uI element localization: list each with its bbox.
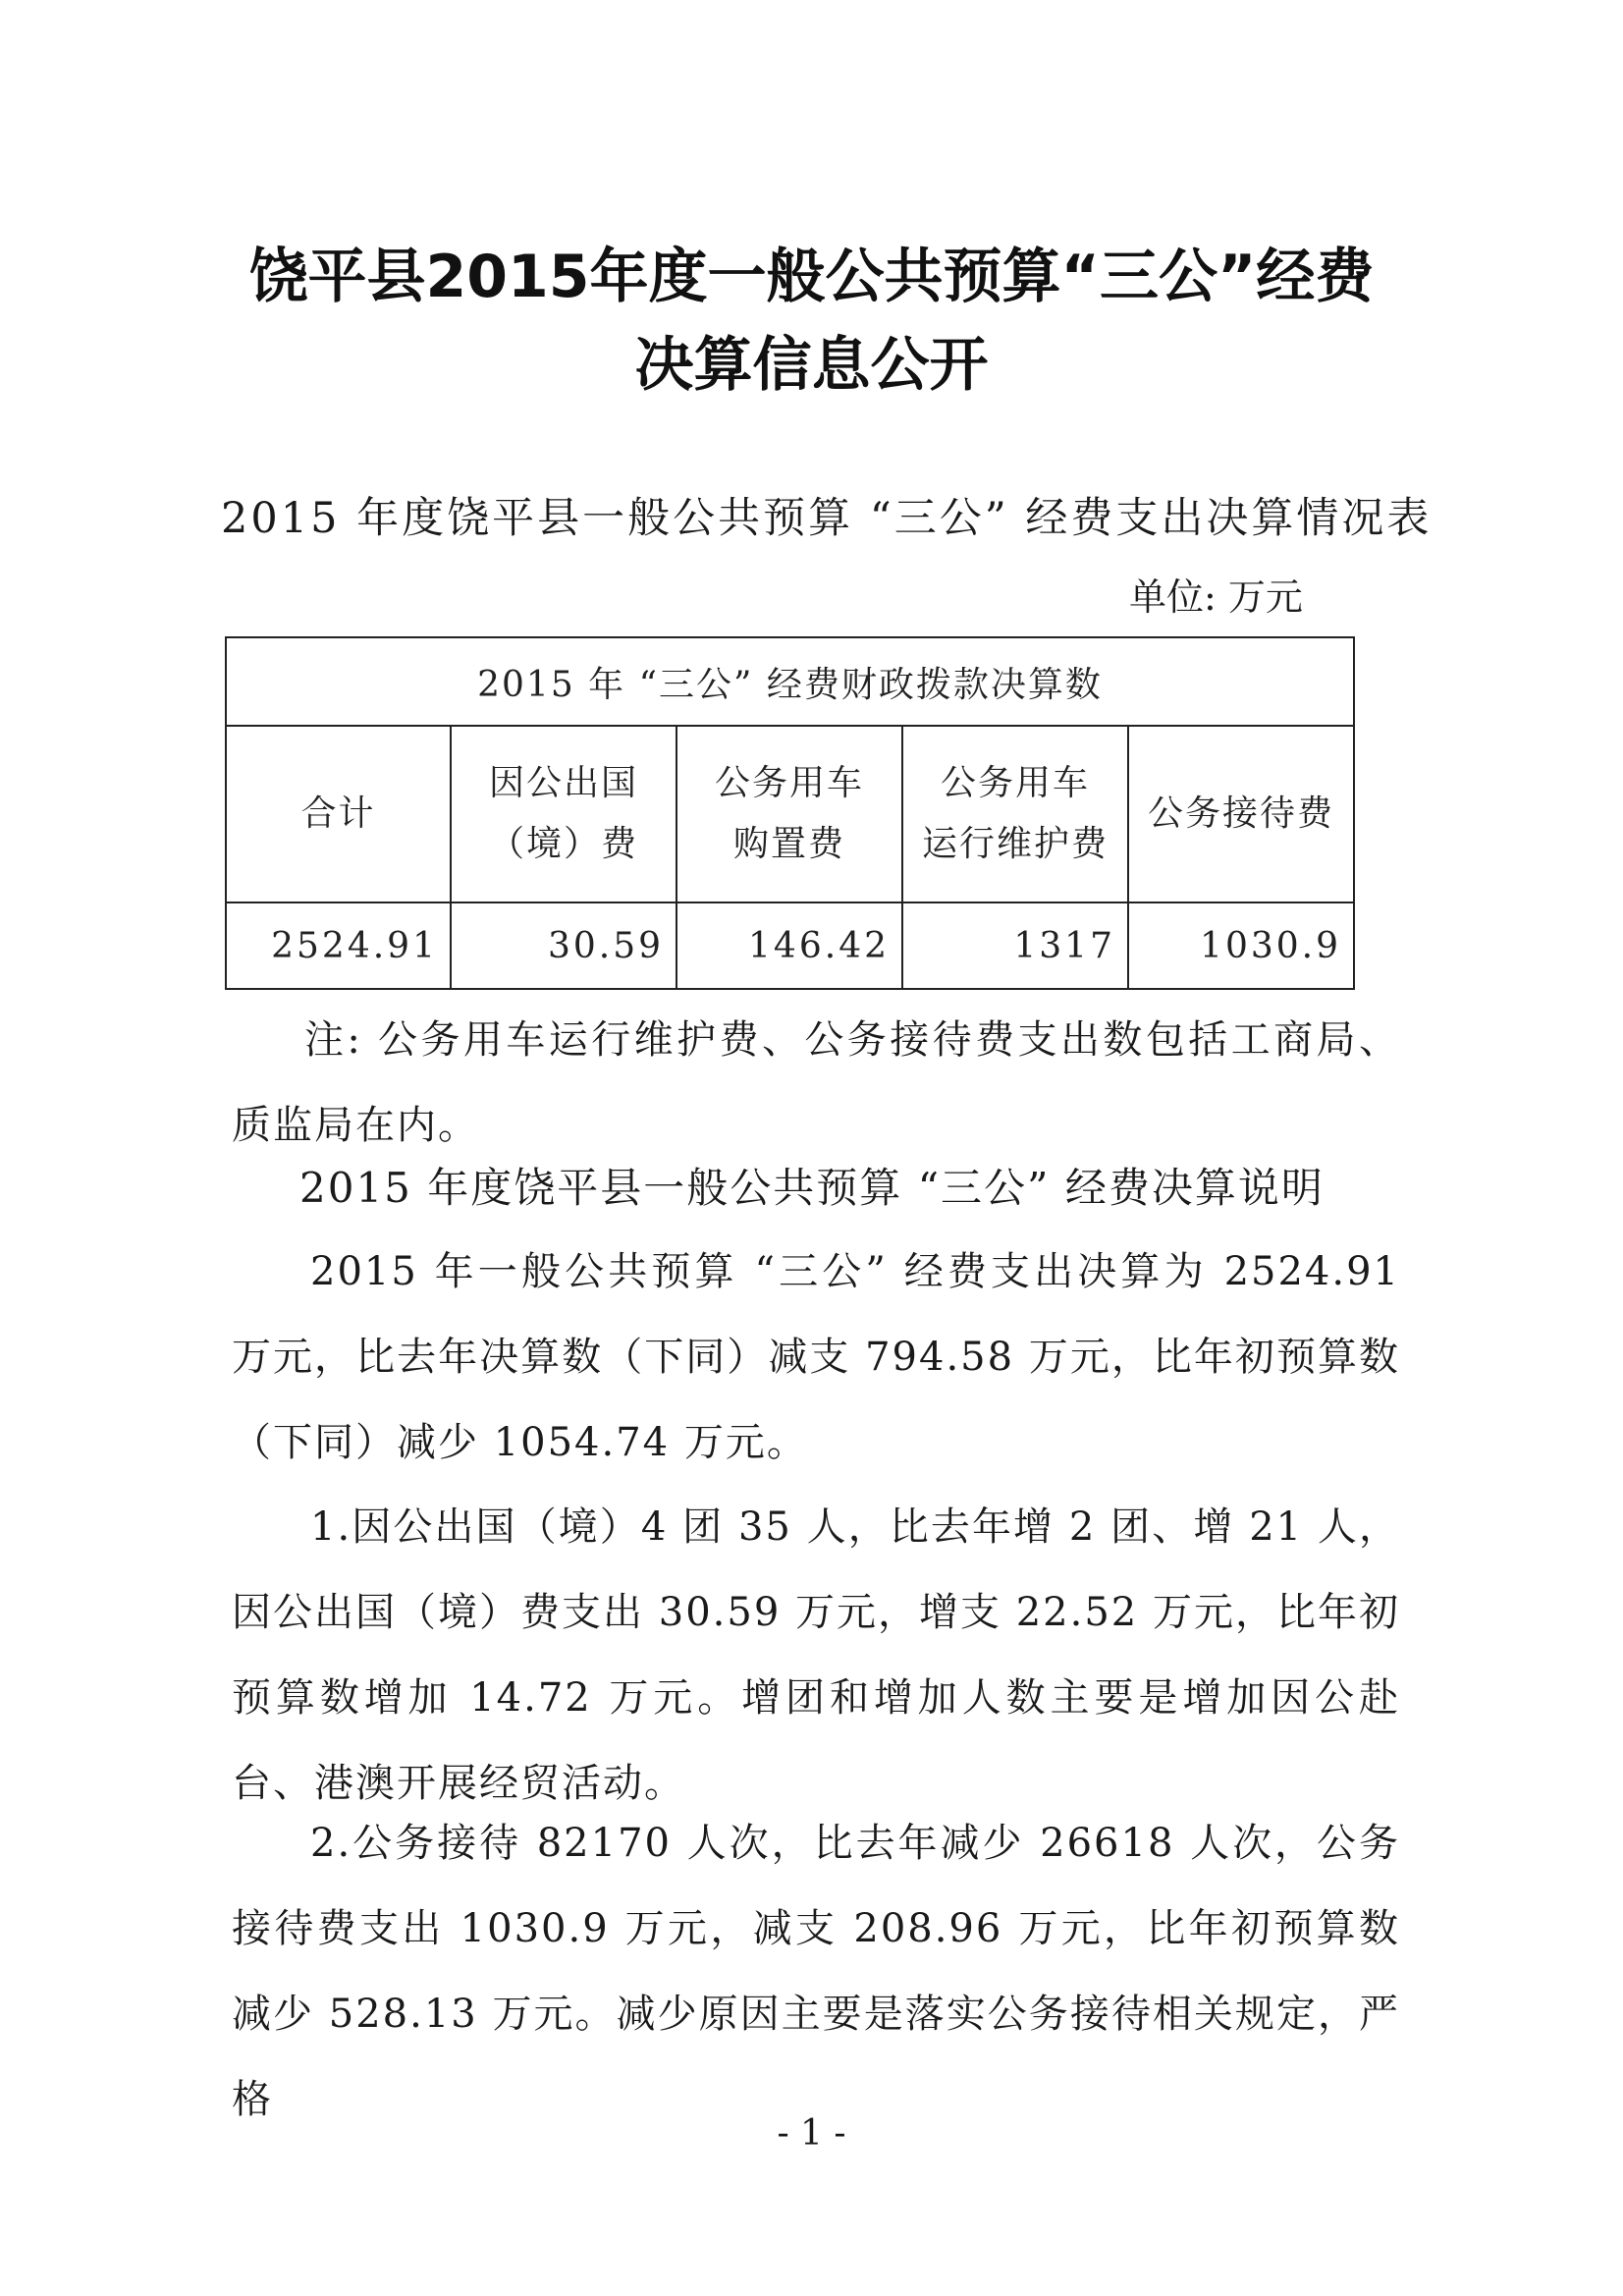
page-number: - 1 - (777, 2113, 846, 2154)
paragraph-overseas: 1.因公出国（境）4 团 35 人，比去年增 2 团、增 21 人，因公出国（境）费支出 30.59 万元，增支 22.52 万元，比年初预算数增加 14.72 万元。增团和增加人数主要是增加因公赴台、港澳开展经贸活动。 (232, 1504, 1400, 1806)
value-overseas: 30.59 (451, 902, 676, 989)
column-header-line: 合计 (300, 793, 376, 834)
value-total: 2524.91 (226, 902, 451, 989)
document-title-line-2: 决算信息公开 (634, 331, 989, 400)
table-header-row (226, 637, 1354, 726)
table-title: 2015 年度饶平县一般公共预算 “三公” 经费支出决算情况表 (221, 494, 1433, 543)
column-header-line: （境）费 (488, 824, 638, 864)
unit-label: 单位: 万元 (1129, 575, 1303, 619)
budget-table (225, 636, 1355, 990)
value-reception: 1030.9 (1128, 902, 1354, 989)
value-vehicle-purchase: 146.42 (676, 902, 902, 989)
column-header-vehicle-maintenance (902, 726, 1128, 902)
table-row (226, 902, 1354, 989)
paragraph-reception: 2.公务接待 82170 人次，比去年减少 26618 人次，公务接待费支出 1030.9 万元，减支 208.96 万元，比年初预算数减少 528.13 万元。减少原因主要是落实公务接待相关规定，严格 (232, 1821, 1400, 2122)
column-header-total (226, 726, 451, 902)
column-header-line: 因公出国 (488, 763, 638, 803)
document-title-line-1: 饶平县2015年度一般公共预算“三公”经费 (248, 243, 1375, 311)
column-header-line: 购置费 (732, 824, 845, 864)
table-column-header-row (226, 726, 1354, 902)
column-header-line: 运行维护费 (921, 824, 1109, 864)
table-note: 注: 公务用车运行维护费、公务接待费支出数包括工商局、质监局在内。 (232, 1017, 1400, 1148)
column-header-reception (1128, 726, 1354, 902)
section-heading: 2015 年度饶平县一般公共预算 “三公” 经费决算说明 (299, 1164, 1325, 1212)
column-header-line: 公务接待费 (1148, 793, 1335, 834)
column-header-overseas (451, 726, 676, 902)
column-header-vehicle-purchase (676, 726, 902, 902)
paragraph-summary: 2015 年一般公共预算 “三公” 经费支出决算为 2524.91 万元，比去年决算数（下同）减支 794.58 万元，比年初预算数（下同）减少 1054.74 万元。 (232, 1249, 1400, 1465)
table-top-header: 2015 年 “三公” 经费财政拨款决算数 (226, 637, 1354, 726)
value-vehicle-maintenance: 1317 (902, 902, 1128, 989)
column-header-line: 公务用车 (714, 763, 864, 803)
column-header-line: 公务用车 (940, 763, 1090, 803)
